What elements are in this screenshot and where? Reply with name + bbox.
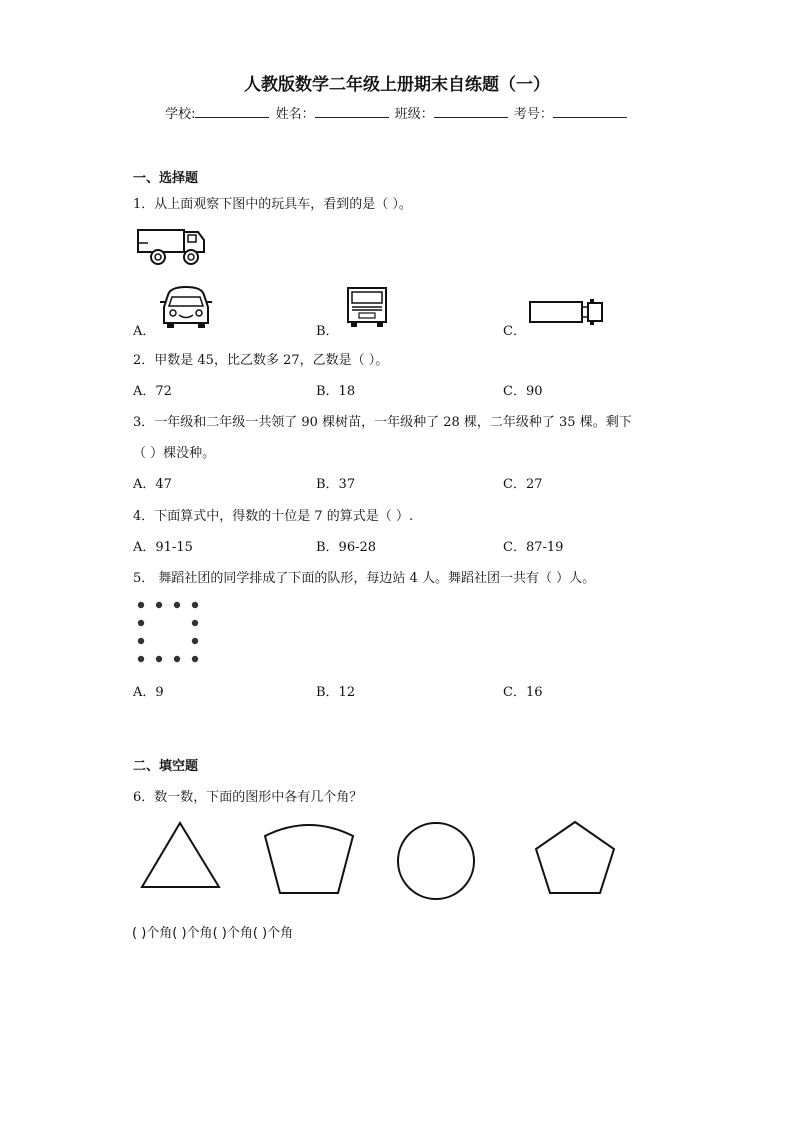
formation-dot xyxy=(156,656,162,662)
formation-dot xyxy=(138,656,144,662)
name-label: 姓名： xyxy=(275,107,315,122)
formation-dot xyxy=(174,602,180,608)
question-3-continued: （ ）棵没种。 xyxy=(133,446,216,461)
q2-option-b[interactable]: B．18 xyxy=(316,384,356,399)
q1-option-c[interactable]: C． xyxy=(503,324,526,339)
section-heading-choice: 一、选择题 xyxy=(133,171,199,186)
q5-option-a[interactable]: A．9 xyxy=(133,685,164,700)
angle-blank-fan[interactable]: ( )个角 xyxy=(172,926,213,941)
class-blank[interactable] xyxy=(434,105,508,118)
question-6: 6．数一数，下面的图形中各有几个角？ xyxy=(133,790,363,805)
formation-dot xyxy=(174,656,180,662)
truck-front-icon xyxy=(345,286,389,328)
angle-blank-pentagon[interactable]: ( )个角 xyxy=(252,926,294,941)
q4-option-c[interactable]: C．87-19 xyxy=(503,540,564,555)
formation-dot xyxy=(192,602,198,608)
section-heading-fill: 二、填空题 xyxy=(133,759,199,774)
q3-option-a[interactable]: A．47 xyxy=(133,477,172,492)
number-blank[interactable] xyxy=(553,105,627,118)
question-3: 3．一年级和二年级一共领了 90 棵树苗，一年级种了 28 棵，二年级种了 35 棵。剩下 xyxy=(133,415,632,430)
triangle-shape xyxy=(140,821,222,891)
truck-top-icon xyxy=(528,299,606,327)
q3-option-c[interactable]: C．27 xyxy=(503,477,543,492)
question-5: 5． 舞蹈社团的同学排成了下面的队形，每边站 4 人。舞蹈社团一共有（ ）人。 xyxy=(133,571,596,586)
school-blank[interactable] xyxy=(195,105,269,118)
fan-shape xyxy=(262,822,356,896)
q2-option-a[interactable]: A．72 xyxy=(133,384,172,399)
formation-dot xyxy=(138,602,144,608)
class-label: 班级： xyxy=(394,107,434,122)
q4-option-b[interactable]: B．96-28 xyxy=(316,540,377,555)
name-blank[interactable] xyxy=(315,105,389,118)
question-2: 2．甲数是 45，比乙数多 27，乙数是（ ）。 xyxy=(133,353,389,368)
q5-option-c[interactable]: C．16 xyxy=(503,685,543,700)
dot-square-formation xyxy=(136,600,200,664)
q1-option-a[interactable]: A． xyxy=(133,324,156,339)
q2-option-c[interactable]: C．90 xyxy=(503,384,543,399)
pentagon-shape xyxy=(534,820,616,896)
formation-dot xyxy=(192,620,198,626)
page-title: 人教版数学二年级上册期末自练题（一） xyxy=(244,75,550,95)
angle-blank-circle[interactable]: ( )个角 xyxy=(212,926,253,941)
q5-option-b[interactable]: B．12 xyxy=(316,685,356,700)
formation-dot xyxy=(138,620,144,626)
circle-shape xyxy=(396,821,476,901)
angle-blank-triangle[interactable]: ( )个角 xyxy=(132,926,173,941)
question-1: 1．从上面观察下图中的玩具车，看到的是（ ）。 xyxy=(133,197,412,212)
number-label: 考号： xyxy=(513,107,553,122)
car-top-icon xyxy=(160,285,212,329)
school-label: 学校: xyxy=(165,107,196,122)
formation-dot xyxy=(192,638,198,644)
toy-truck-side-icon xyxy=(136,226,208,268)
formation-dot xyxy=(138,638,144,644)
q4-option-a[interactable]: A．91-15 xyxy=(133,540,193,555)
student-info-line xyxy=(0,103,794,122)
formation-dot xyxy=(192,656,198,662)
question-4: 4．下面算式中，得数的十位是 7 的算式是（ ）. xyxy=(133,509,414,524)
formation-dot xyxy=(156,602,162,608)
q3-option-b[interactable]: B．37 xyxy=(316,477,356,492)
angle-answer-row xyxy=(132,922,293,941)
q1-option-b[interactable]: B． xyxy=(316,324,339,339)
